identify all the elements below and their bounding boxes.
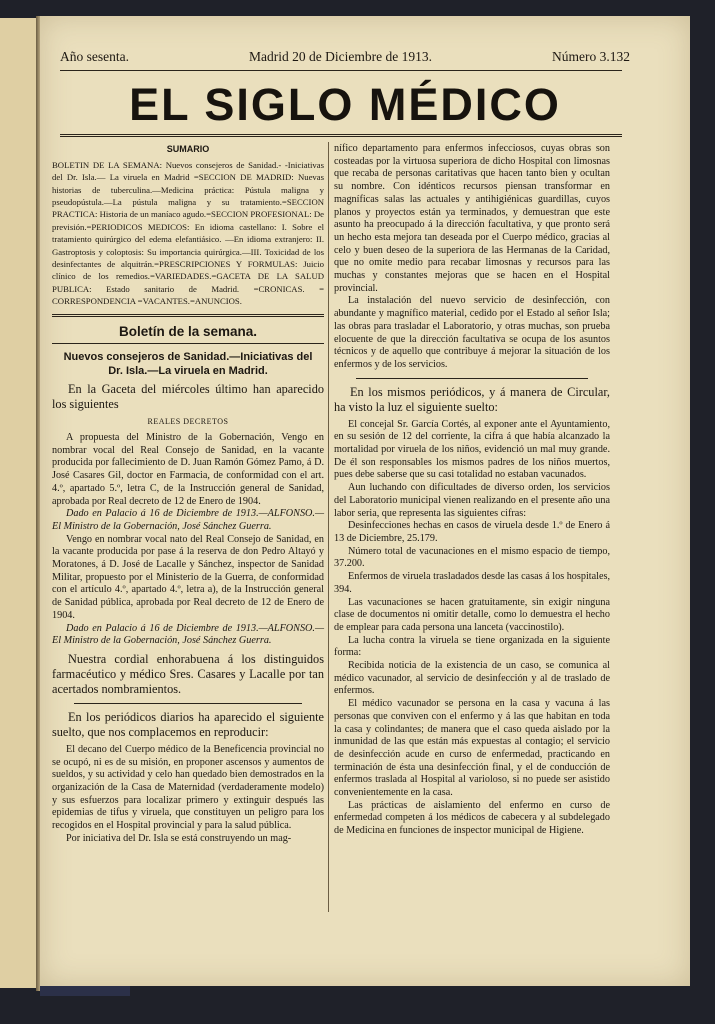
masthead-rule [60,70,622,71]
enhorabuena-text: Nuestra cordial enhorabuena á los distinguidos farmacéutico y médico Sres. Casares y Lacalle por tan acertados nombramientos. [52,651,324,696]
previous-page-edge [0,18,38,988]
gaceta-lead: En la Gaceta del miércoles último han aparecido los siguientes [52,382,324,412]
newspaper-title: EL SIGLO MÉDICO [129,79,561,130]
date-label: Madrid 20 de Diciembre de 1913. [249,49,432,64]
laboratorio-paragraph: Aun luchando con dificultades de diverso orden, los servicios del Laboratorio municipal vienen realizando en el presente año una labor seria, que representa las siguientes cifras: [334,482,610,519]
boletin-headline: Nuevos consejeros de Sanidad.—Iniciativas del Dr. Isla.—La viruela en Madrid. [63,351,313,378]
decreto-1: A propuesta del Ministro de la Gobernación, Vengo en nombrar vocal del Real Consejo de Sanidad, en la vacante producida por fallecimiento de D. Juan Ramón Gómez Pamo, á D. José Casares Gil, doctor en Farmacia, de conformidad con el art. 4.º, apartado 5.º, letra C, de la Instrucción general de Sanidad, aprobada por Real decreto de 12 de Enero de 1904. [52,431,324,507]
firma-1: Dado en Palacio á 16 de Diciembre de 1913.—ALFONSO.—El Ministro de la Gobernación, José Sánchez Guerra. [52,508,324,532]
year-label: Año sesenta. [60,49,129,64]
sumario-title: SUMARIO [166,144,210,154]
desinfeccion-paragraph: La instalación del nuevo servicio de desinfección, con abundante y magnífico material, cedido por el Estado al señor Isla; las obras para trasladar el Laboratorio, y otras muchas, son prueba elocuente de que la dirección facultativa se ocupa de los asuntos técnicos y de aquello que contribuye á mejorar la situación de los enfermos y de los servicios. [334,295,610,370]
hospital-paragraph: nífico departamento para enfermos infecciosos, cuyas obras son costeadas por la virtuosa superiora de dicho Hospital con limosnas que recaba de personas caritativas que hacen tanto bien y ocultan su nombre. Con idénticos recursos piensan transformar en magníficas salas las actuales y antihigiénicas guardillas, cuyos planos y proyectos están ya terminados, y demuestran que este asunto ha preocupado á la dirección facultativa, y que pronto será un hecho esta mejora tan deseada por el Cuerpo médico, gracias al celo y buen deseo de la superiora de las Hermanas de la Caridad, que no omite medio para recabar limosnas y recursos para las muchas y constantes mejoras que se hacen en el Hospital provincial. [334,143,610,294]
left-column [52,143,324,846]
cifra-trasladados: Enfermos de viruela trasladados desde las casas á los hospitales, 394. [334,571,610,595]
masthead-row [60,49,630,69]
section-title-boletin: Boletín de la semana. [118,323,258,339]
concejal-paragraph: El concejal Sr. García Cortés, al exponer ante el Ayuntamiento, en su sesión de 12 del corriente, la cifra á que había alcanzado la mortalidad por viruela de los niños, evidenció un mal muy grande. De él son responsables los mismos padres de los niños muertos, pues debe saberse que su casi totalidad no estaban vacunados. [334,418,610,481]
title-rule [60,134,622,137]
boletin-rule [52,343,324,344]
sumario-text: BOLETIN DE LA SEMANA: Nuevos consejeros de Sanidad.- -Iniciativas del Dr. Isla.— La viruela en Madrid =SECCION DE MADRID: Nuevas historias de tuberculina.—Medicina práctica: Pústula maligna y pseudopústula.—La pústula maligna y su tratamiento.=SECCION PRACTICA: Historia de un maníaco agudo.=SECCION PROFESIONAL: De previsión.=PERIODICOS MEDICOS: En idioma castellano: I. Sobre el tratamiento quirúrgico del edema elefantiásico. —En idioma extranjero: II. Gastroptosis y coloptosis: Su importancia quirúrgica.—III. Toxicidad de los desinfectantes de alquitrán.=PRESCRIPCIONES Y FORMULAS: Juicio clínico de los remedios.=VARIEDADES.=GACETA DE LA SALUD PUBLICA: Estado sanitario de Madrid. =CRONICAS. = CORRESPONDENCIA =VACANTES.=ANUNCIOS. [52,159,324,307]
cifra-vacunaciones: Número total de vacunaciones en el mismo espacio de tiempo, 37.200. [334,545,610,570]
newspaper-page [40,16,690,986]
lucha-paragraph: La lucha contra la viruela se tiene organizada en la siguiente forma: [334,634,610,659]
reales-decretos-heading: REALES DECRETOS [147,417,229,427]
separator-1 [74,703,302,704]
suelto-text: El decano del Cuerpo médico de la Beneficencia provincial no se ocupó, ni es de su misión, en proponer ascensos y aumentos de sueldos, y su actividad y celo han quedado bien demostrados en la organización de la Casa de Maternidad (verdaderamente modelo) y sus esfuerzos para localizar primero y extinguir después las epidemias de tifus y viruela, que constituyen un peligro para los recogidos en el Hospital provincial y para la salud pública. [52,743,324,832]
column-divider [328,142,329,912]
vacunador-paragraph: El médico vacunador se persona en la casa y vacuna á las personas que conviven con el enfermo y á las que habitan en toda la casa y colindantes; de manera que el caso queda aislado por la inmunidad de las que están más expuestas al contagio; el servicio de desinfección acude en curso de enfermedad, practicando en terminación de ésta una desinfección final, y el de conducción de enfermos traslada al Hospital al varioloso, si no puede ser asistido convenientemente en la casa. [334,698,610,799]
separator-2 [356,378,588,379]
periodicos-lead: En los periódicos diarios ha aparecido el siguiente suelto, que nos complacemos en reproducir: [52,709,324,739]
decreto-2: Vengo en nombrar vocal nato del Real Consejo de Sanidad, en la vacante producida por pase á la reserva de don Pedro Altayó y Moratones, á D. José de Lacalle y Sánchez, inspector de Sanidad Militar, propuesto por el Ministerio de la Guerra, de conformidad con el artículo 4.º, apartado 4.º, letra a), de la Instrucción general de Sanidad pública, aprobada por Real decreto de 12 de Enero de 1904. [52,533,324,621]
iniciativa-text: Por iniciativa del Dr. Isla se está construyendo un mag- [66,832,292,844]
vacunaciones-paragraph: Las vacunaciones se hacen gratuitamente, sin exigir ninguna clase de documentos ni omitir detalle, como lo demuestra el hecho de emplear para cada persona una lanceta (vaccinostilo). [334,596,610,633]
firma-2: Dado en Palacio á 16 de Diciembre de 1913.—ALFONSO.—El Ministro de la Gobernación, José Sánchez Guerra. [52,622,324,647]
circular-lead: En los mismos periódicos, y á manera de Circular, ha visto la luz el siguiente suelto: [334,384,610,414]
issue-number: Número 3.132 [552,49,630,64]
sumario-rule [52,314,324,317]
noticia-paragraph: Recibida noticia de la existencia de un caso, se comunica al médico vacunador, al servicio de desinfección y al de traslado de enfermos. [334,660,610,697]
right-column [334,143,610,838]
aislamiento-paragraph: Las prácticas de aislamiento del enfermo en curso de enfermedad competen á los médicos de cabecera y al subdelegado de Medicina en funciones de inspector municipal de Higiene. [334,799,610,837]
binder-strip [40,986,130,996]
cifra-desinfecciones: Desinfecciones hechas en casos de viruela desde 1.º de Enero á 13 de Diciembre, 25.179. [334,520,610,544]
